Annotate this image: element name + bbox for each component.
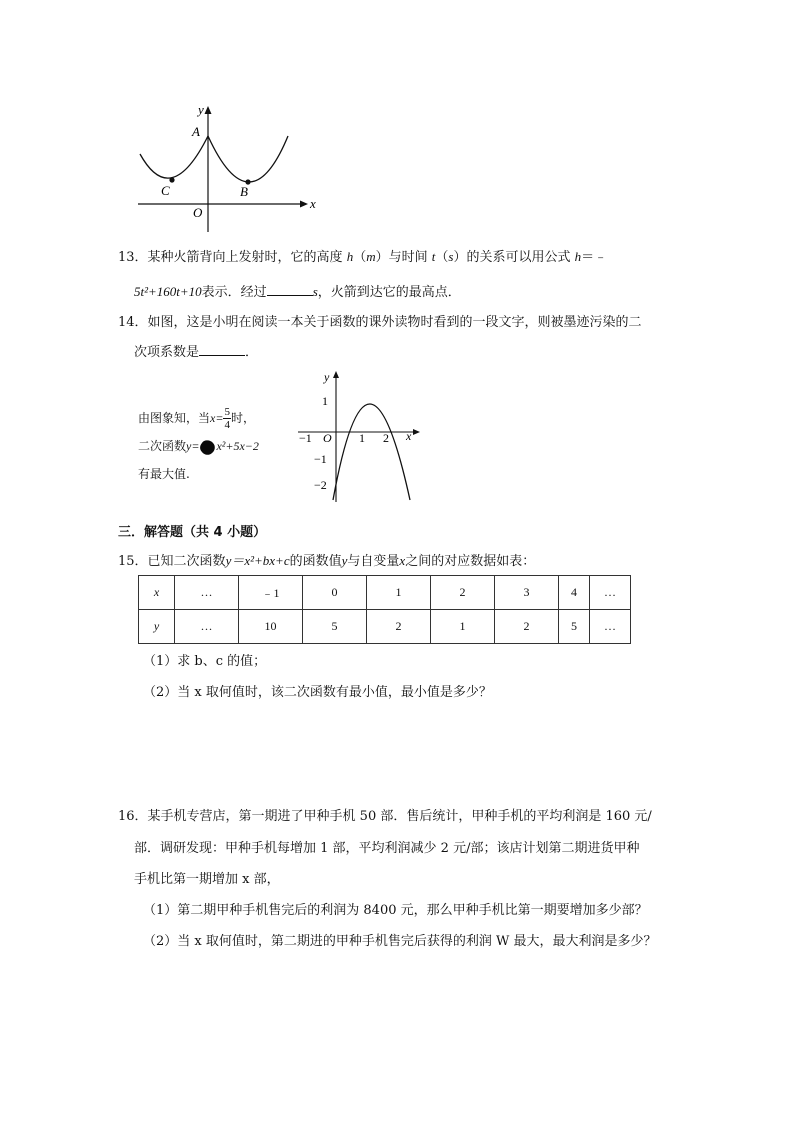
table-cell: 2 (495, 610, 559, 644)
q13-paren-close: ） (375, 250, 389, 265)
q14-parabola (333, 404, 410, 500)
inset-line2-a: 二次函数 (138, 439, 187, 453)
q13-eq-minus: ＝﹣ (581, 250, 608, 265)
table-cell: 1 (431, 610, 495, 644)
q13-mid: 与时间 (388, 250, 428, 265)
q14-answer-blank[interactable] (199, 343, 245, 356)
q13-h: h (346, 249, 354, 264)
graph-q14 (296, 368, 426, 504)
inset-fraction (223, 406, 231, 431)
q13-s: s (448, 249, 454, 264)
q14-y-label: y (324, 370, 330, 384)
q14-line2 (134, 343, 258, 362)
q13-s-unit: s (312, 284, 318, 299)
q15-text-d: 之间的对应数据如表： (405, 554, 536, 569)
y-label: y (198, 102, 204, 117)
point-c-label: C (161, 183, 170, 198)
table-cell: x (139, 576, 175, 610)
q13-formula: 5t²+160t+10 (134, 284, 202, 299)
q16-sub2: （2）当 x 取何值时，第二期进的甲种手机售完后获得的利润 W 最大，最大利润是多少？ (143, 934, 657, 949)
table-cell: … (590, 610, 631, 644)
inset-line1-b: 时， (230, 411, 255, 425)
q13-s-paren: （ (435, 250, 449, 265)
q13-line2-end: ，火箭到达它的最高点． (317, 285, 461, 300)
q13-s-paren-close: ） (453, 250, 467, 265)
q14-xtick-1: 1 (359, 431, 365, 445)
table-cell: … (175, 610, 239, 644)
inset-x-eq: x= (210, 411, 224, 425)
q14-x-label: x (406, 429, 412, 443)
q13-end1: 的关系可以用公式 (466, 250, 571, 265)
q14-xtick-m1: −1 (299, 431, 312, 445)
table-cell: 4 (559, 576, 590, 610)
inset-y-eq: y= (186, 439, 200, 453)
y-axis-arrow-icon (205, 106, 212, 114)
left-curve (140, 136, 208, 178)
frac-den: 4 (224, 419, 230, 431)
q15-sub2: （2）当 x 取何值时，该二次函数有最小值，最小值是多少？ (143, 685, 492, 700)
q16-line3: 手机比第一期增加 x 部， (134, 872, 280, 887)
q15-x: x (399, 553, 406, 568)
q13-formula-h: h (574, 249, 582, 264)
q14-line2-end: ． (245, 345, 259, 360)
table-cell: ﹣1 (239, 576, 303, 610)
q14-number: 14． (118, 315, 148, 330)
q16-sub1: （1）第二期甲种手机售完后的利润为 8400 元，那么甲种手机比第一期要增加多少部？ (143, 903, 648, 918)
inset-line1-a: 由图象知，当 (138, 411, 211, 425)
q14-y-arrow-icon (333, 371, 339, 378)
table-cell: y (139, 610, 175, 644)
origin-label: O (193, 205, 203, 220)
table-cell: 2 (431, 576, 495, 610)
table-cell: 5 (303, 610, 367, 644)
q16-line2: 部．调研发现：甲种手机每增加 1 部，平均利润减少 2 元/部；该店计划第二期进货甲种 (134, 841, 640, 856)
q14-line1 (118, 314, 642, 332)
q14-ytick-1: 1 (322, 394, 328, 408)
q14-xtick-2: 2 (383, 431, 389, 445)
q13-m: m (366, 249, 376, 264)
q15-line1 (118, 552, 535, 571)
q13-number: 13． (118, 250, 148, 265)
q15-text-b: 的函数值 (289, 554, 342, 569)
table-cell: 1 (367, 576, 431, 610)
q15-text-c: 与自变量 (347, 554, 400, 569)
q14-text: 如图，这是小明在阅读一本关于函数的课外读物时看到的一段文字，则被墨迹污染的二 (147, 315, 642, 330)
point-c (169, 177, 174, 182)
right-curve (208, 136, 288, 182)
graph-abc (130, 98, 320, 238)
q14-inset (138, 404, 298, 488)
table-row-y (139, 610, 631, 644)
point-a-label: A (192, 124, 200, 139)
x-label: x (310, 196, 316, 211)
inset-line2-b: x²+5x−2 (216, 439, 259, 453)
inset-line1 (138, 404, 298, 432)
table-cell: … (590, 576, 631, 610)
q16-line1-text: 某手机专营店，第一期进了甲种手机 50 部．售后统计，甲种手机的平均利润是 160 元/ (147, 809, 652, 824)
point-b-label: B (240, 184, 248, 199)
q13-answer-blank[interactable] (267, 283, 313, 296)
section3-title: 三．解答题（共 4 小题） (118, 525, 267, 540)
table-cell: … (175, 576, 239, 610)
q14-line2-text: 次项系数是 (134, 345, 200, 360)
ink-blot-icon (199, 438, 216, 455)
q15-table (138, 575, 631, 644)
table-cell: 3 (495, 576, 559, 610)
x-axis-arrow-icon (300, 201, 308, 208)
table-cell: 5 (559, 610, 590, 644)
q13-line2-text: 表示．经过 (201, 285, 267, 300)
q15-text-a: 已知二次函数 (147, 554, 226, 569)
q14-ytick-m2: −2 (314, 478, 327, 492)
q15-formula: y＝x²+bx+c (225, 553, 290, 568)
q14-x-arrow-icon (413, 429, 420, 435)
q13-line2 (134, 283, 461, 302)
q15-y: y (341, 553, 348, 568)
q15-sub1: （1）求 b、c 的值； (143, 654, 267, 669)
q13-t: t (431, 249, 436, 264)
frac-num: 5 (224, 406, 230, 418)
q13-line1 (118, 248, 607, 267)
q13-paren: （ (353, 250, 367, 265)
q16-number: 16． (118, 809, 148, 824)
inset-line3: 有最大值. (138, 467, 190, 481)
q14-ytick-m1: −1 (314, 452, 327, 466)
table-cell: 10 (239, 610, 303, 644)
q15-number: 15． (118, 554, 148, 569)
q14-origin: O (323, 431, 332, 445)
table-row-x (139, 576, 631, 610)
table-cell: 2 (367, 610, 431, 644)
q16-line1 (118, 808, 652, 826)
table-cell: 0 (303, 576, 367, 610)
inset-line2 (138, 432, 298, 460)
q13-text: 某种火箭背向上发射时，它的高度 (147, 250, 343, 265)
